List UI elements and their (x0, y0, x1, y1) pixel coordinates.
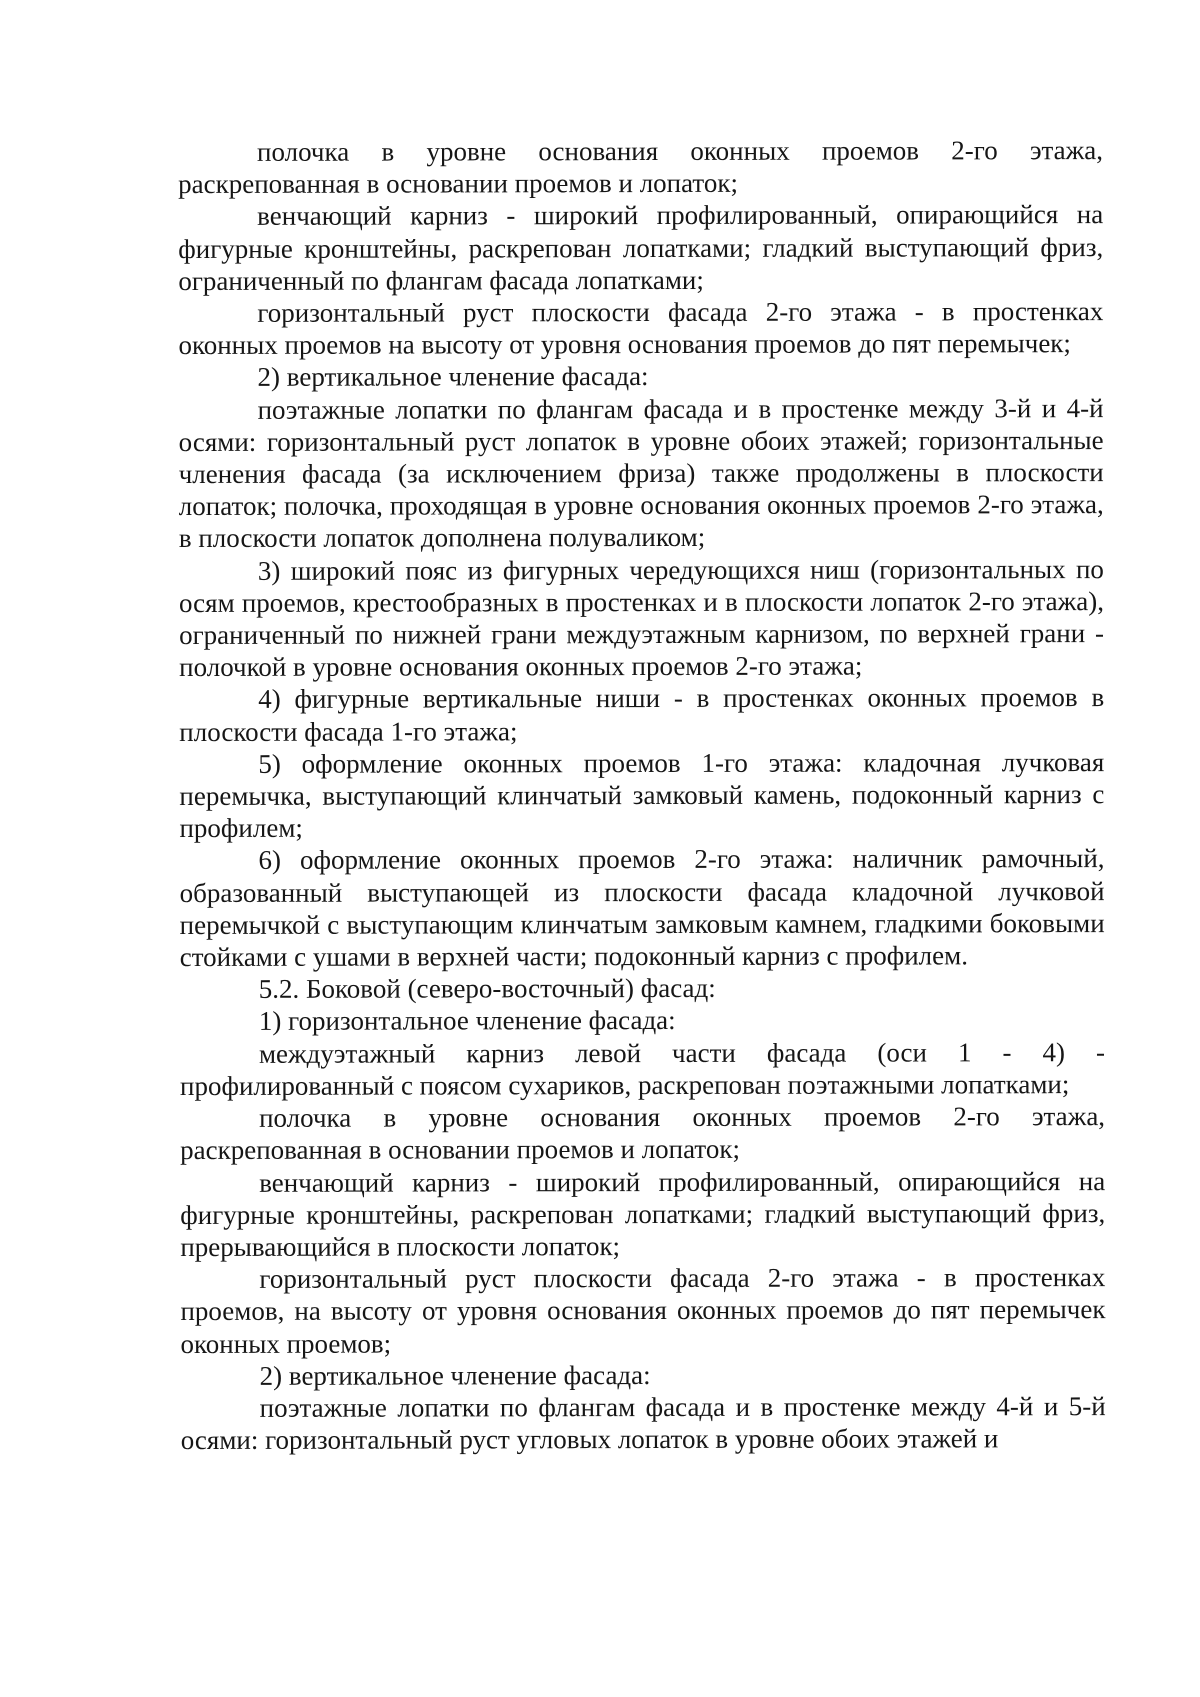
paragraph-crowning-cornice-side: венчающий карниз - широкий профилированный, опирающийся на фигурные кронштейны, раскрепован лопатками; гладкий выступающий фриз, прерывающийся в плоскости лопаток; (180, 1165, 1106, 1262)
paragraph-cornice-shelf-2nd-floor: полочка в уровне основания оконных проемов 2-го этажа, раскрепованная в основании проемов и лопаток; (178, 135, 1104, 200)
paragraph-pilasters-side: поэтажные лопатки по флангам фасада и в простенке между 4-й и 5-й осями: горизонтальный руст угловых лопаток в уровне обоих этажей и (180, 1390, 1106, 1456)
paragraph-interfloor-cornice: междуэтажный карниз левой части фасада (оси 1 - 4) - профилированный с поясом сухариков, раскрепован поэтажными лопатками; (179, 1036, 1105, 1101)
paragraph-pilasters: поэтажные лопатки по флангам фасада и в простенке между 3-й и 4-й осями: горизонтальный руст лопаток в уровне обоих этажей; горизонтальные членения фасада (за исключением фриза) также продолжены в плоскости лопаток; полочка, проходящая в уровне основания оконных проемов 2-го этажа, в плоскости лопаток дополнена полуваликом; (178, 392, 1104, 554)
paragraph-shelf-side-facade: полочка в уровне основания оконных проемов 2-го этажа, раскрепованная в основании проемов и лопаток; (180, 1101, 1106, 1166)
document-body (178, 134, 1106, 1456)
paragraph-windows-2nd-floor: 6) оформление оконных проемов 2-го этажа: наличник рамочный, образованный выступающей из плоскости фасада кладочной лучковой перемычкой с выступающим клинчатым замковым камнем, гладкими боковыми стойками с ушами в верхней части; подоконный карниз с профилем. (179, 843, 1105, 973)
paragraph-horizontal-rustication: горизонтальный руст плоскости фасада 2-го этажа - в простенках оконных проемов на высоту от уровня основания проемов до пят перемычек; (178, 296, 1104, 361)
paragraph-vertical-division-heading-side: 2) вертикальное членение фасада: (259, 1359, 651, 1391)
section-heading-side-facade: 5.2. Боковой (северо-восточный) фасад: (258, 973, 716, 1005)
paragraph-horizontal-division-heading: 1) горизонтальное членение фасада: (258, 1005, 676, 1037)
paragraph-niche-belt: 3) широкий пояс из фигурных чередующихся ниш (горизонтальных по осям проемов, крестообразных в простенках и в плоскости лопаток 2-го этажа), ограниченный по нижней грани междуэтажным карнизом, по верхней грани - полочкой в уровне основания оконных проемов 2-го этажа; (178, 553, 1105, 683)
paragraph-crowning-cornice: венчающий карниз - широкий профилированный, опирающийся на фигурные кронштейны, раскрепован лопатками; гладкий выступающий фриз, ограниченный по флангам фасада лопатками; (178, 199, 1104, 296)
paragraph-vertical-niches: 4) фигурные вертикальные ниши - в простенках оконных проемов в плоскости фасада 1-го этажа; (179, 682, 1105, 747)
paragraph-vertical-division-heading: 2) вертикальное членение фасада: (257, 361, 649, 393)
paragraph-rustication-side: горизонтальный руст плоскости фасада 2-го этажа - в простенках проемов, на высоту от уровня основания оконных проемов до пят перемычек оконных проемов; (180, 1262, 1106, 1359)
paragraph-windows-1st-floor: 5) оформление оконных проемов 1-го этажа: кладочная лучковая перемычка, выступающий клинчатый замковый камень, подоконный карниз с профилем; (179, 746, 1105, 844)
